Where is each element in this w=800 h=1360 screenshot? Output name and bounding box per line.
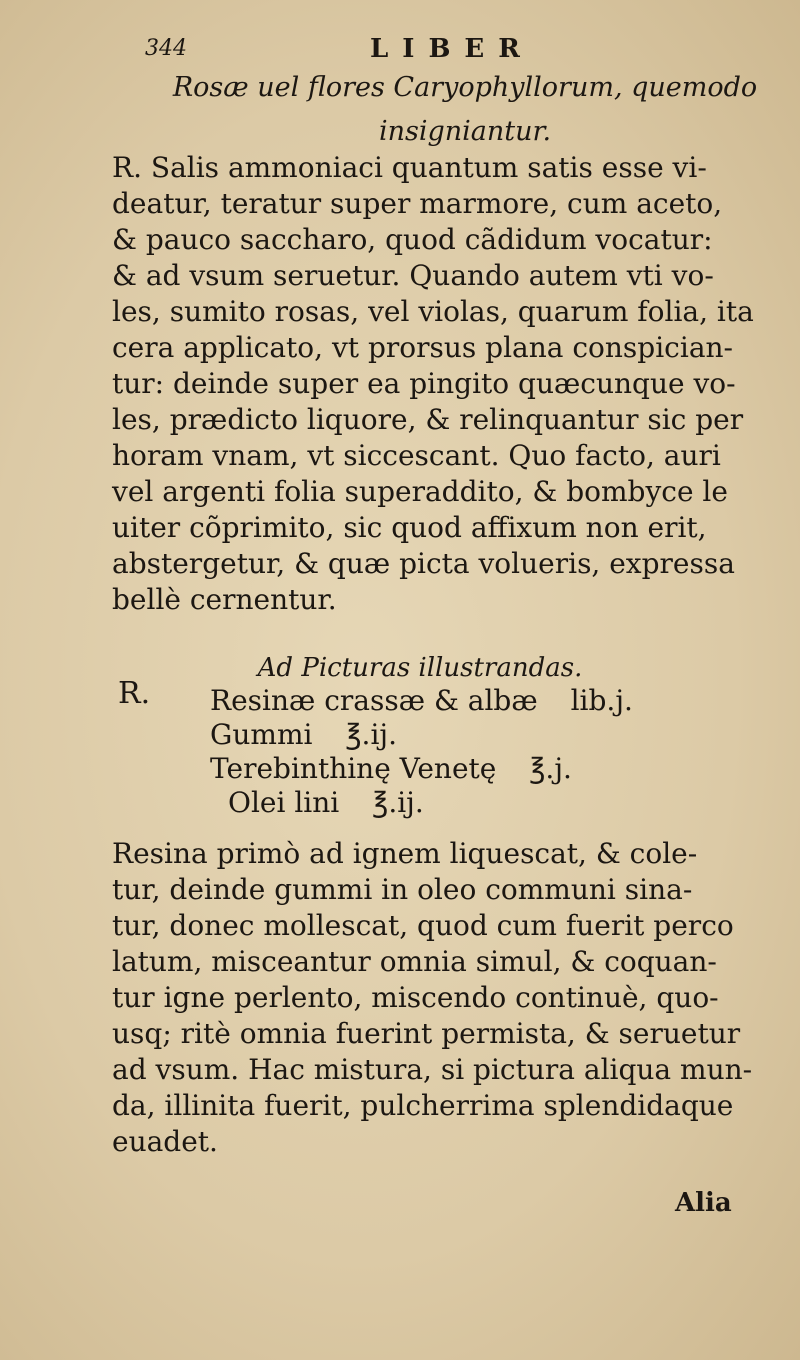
ingredient-row [210, 718, 633, 752]
text-line: latum, misceantur omnia simul, & coquan- [112, 945, 717, 978]
ingredient-row [210, 752, 633, 786]
section-heading-pictures: Ad Picturas illustrandas. [257, 653, 583, 683]
text-line: deatur, teratur super marmore, cum aceto, [112, 187, 723, 220]
heading-line: Rosæ uel flores Caryophyllorum, quemodo [172, 72, 758, 103]
text-line: uiter cõprimito, sic quod affixum non erit, [112, 511, 707, 544]
text-line: & ad vsum seruetur. Quando autem vti vo- [112, 259, 714, 292]
section-heading-roses [150, 66, 780, 154]
text-line: tur, deinde gummi in oleo communi sina- [112, 873, 693, 906]
text-line: tur igne perlento, miscendo continuè, quo- [112, 981, 719, 1014]
text-line: da, illinita fuerit, pulcherrima splendidaque [112, 1089, 734, 1122]
ingredient-qty: ℥.ij. [345, 718, 397, 751]
text-line: Resina primò ad ignem liquescat, & cole- [112, 837, 698, 870]
ingredient-name: Gummi [210, 718, 313, 751]
running-title: LIBER [370, 34, 534, 64]
ingredient-qty: lib.j. [570, 684, 633, 717]
heading-line: insigniantur. [378, 116, 552, 147]
text-line: ad vsum. Hac mistura, si pictura aliqua mun- [112, 1053, 753, 1086]
ingredient-qty: ℥.j. [529, 752, 572, 785]
ingredient-name: Terebinthinę Venetę [210, 752, 497, 785]
ingredient-list [210, 684, 633, 820]
ingredient-name: Resinæ crassæ & albæ [210, 684, 538, 717]
recipe-symbol: R. [118, 676, 151, 711]
text-line: les, sumito rosas, vel violas, quarum folia, ita [112, 295, 754, 328]
page-header [145, 28, 760, 68]
catchword: Alia [675, 1188, 732, 1218]
text-line: tur, donec mollescat, quod cum fuerit perco [112, 909, 734, 942]
ingredient-row [210, 786, 633, 820]
text-line: les, prædicto liquore, & relinquantur sic per [112, 403, 744, 436]
text-line: bellè cernentur. [112, 583, 337, 616]
paragraph-pictures [112, 836, 772, 1160]
text-line: & pauco saccharo, quod cãdidum vocatur: [112, 223, 713, 256]
paragraph-roses [112, 150, 772, 618]
ingredient-row [210, 684, 633, 718]
text-line: cera applicato, vt prorsus plana conspician- [112, 331, 734, 364]
page-number: 344 [145, 36, 187, 61]
ingredient-qty: ℥.ij. [372, 786, 424, 819]
ingredient-name: Olei lini [228, 786, 340, 819]
text-line: vel argenti folia superaddito, & bombyce le [112, 475, 728, 508]
text-line: usq; ritè omnia fuerint permista, & seruetur [112, 1017, 741, 1050]
text-line: tur: deinde super ea pingito quæcunque vo- [112, 367, 736, 400]
text-line: euadet. [112, 1125, 218, 1158]
text-line: abstergetur, & quæ picta volueris, expressa [112, 547, 735, 580]
text-line: R. Salis ammoniaci quantum satis esse vi- [112, 151, 707, 184]
text-line: horam vnam, vt siccescant. Quo facto, auri [112, 439, 721, 472]
